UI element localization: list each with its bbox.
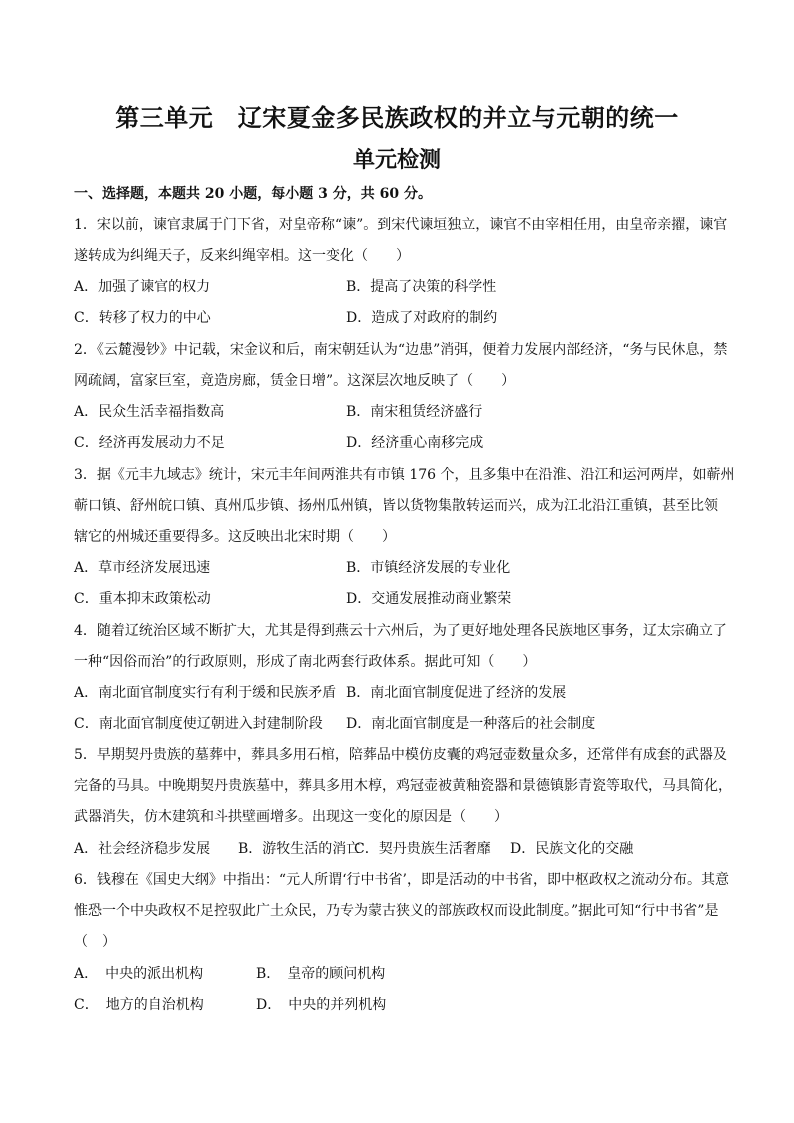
- question-stem-line: 遂转成为纠绳天子，反来纠绳宰相。这一变化（ ）: [74, 248, 410, 264]
- question-stem-line: 6．钱穆在《国史大纲》中指出：“元人所谓‘行中书省’，即是活动的中书省，即中枢政权之流动分布。其意: [74, 872, 729, 888]
- question-stem-line: 蕲口镇、舒州皖口镇、真州瓜步镇、扬州瓜州镇，皆以货物集散转运而兴，成为江北沿江重镇，甚至比领: [74, 498, 718, 514]
- question-stem-line: 网疏阔，富家巨室，竟造房廊，赁金日增”。这深层次地反映了（ ）: [74, 373, 516, 389]
- option-c: C．转移了权力的中心: [74, 310, 211, 326]
- option-b: B． 皇帝的顾问机构: [256, 966, 386, 982]
- option-a: A．加强了谏官的权力: [74, 279, 211, 295]
- option-a: A．草市经济发展迅速: [74, 560, 211, 576]
- option-d: D．经济重心南移完成: [346, 435, 484, 451]
- option-b: B．游牧生活的消亡: [238, 841, 361, 857]
- question-stem-line: 4．随着辽统治区域不断扩大，尤其是得到燕云十六州后，为了更好地处理各民族地区事务，辽太宗确立了: [74, 623, 727, 639]
- document-subtitle: 单元检测: [352, 147, 441, 173]
- option-c: C． 地方的自治机构: [74, 997, 204, 1013]
- option-a: A． 中央的派出机构: [74, 966, 204, 982]
- question-stem-line: 3．据《元丰九域志》统计，宋元丰年间两淮共有市镇 176 个，且多集中在沿淮、沿江和运河两岸，如蕲州: [74, 467, 735, 483]
- option-d: D．造成了对政府的制约: [346, 310, 498, 326]
- document-title: 第三单元 辽宋夏金多民族政权的并立与元朝的统一: [115, 103, 679, 132]
- option-a: A．社会经济稳步发展: [74, 841, 211, 857]
- question-stem-line: 辖它的州城还重要得多。这反映出北宋时期（ ）: [74, 529, 396, 545]
- question-stem-line: 完备的马具。中晚期契丹贵族墓中，葬具多用木椁，鸡冠壶被黄釉瓷器和景德镇影青瓷等取代，马具简化，: [74, 778, 732, 794]
- option-c: C．经济再发展动力不足: [74, 435, 225, 451]
- question-stem-line: 5．早期契丹贵族的墓葬中，葬具多用石棺，陪葬品中模仿皮囊的鸡冠壶数量众多，还常伴有成套的武器及: [74, 747, 727, 763]
- option-b: B．南宋租赁经济盛行: [346, 404, 483, 420]
- question-stem-line: 一种“因俗而治”的行政原则，形成了南北两套行政体系。据此可知（ ）: [74, 654, 537, 670]
- option-c: C．重本抑末政策松动: [74, 591, 211, 607]
- question-stem-line: 惟恐一个中央政权不足控驭此广土众民，乃专为蒙古狭义的部族政权而设此制度。”据此可知“行中书省”是: [74, 903, 719, 919]
- question-stem-line: 武器消失，仿木建筑和斗拱壁画增多。出现这一变化的原因是（ ）: [74, 809, 508, 825]
- option-d: D．交通发展推动商业繁荣: [346, 591, 512, 607]
- option-c: C．南北面官制度使辽朝进入封建制阶段: [74, 716, 323, 732]
- option-a: A．民众生活幸福指数高: [74, 404, 225, 420]
- option-c: C．契丹贵族生活奢靡: [354, 841, 491, 857]
- option-d: D．民族文化的交融: [510, 841, 634, 857]
- option-b: B．南北面官制度促进了经济的发展: [346, 685, 567, 701]
- option-a: A．南北面官制度实行有利于缓和民族矛盾: [74, 685, 337, 701]
- option-d: D． 中央的并列机构: [256, 997, 387, 1013]
- option-d: D．南北面官制度是一种落后的社会制度: [346, 716, 596, 732]
- section-heading: 一、选择题，本题共 20 小题，每小题 3 分，共 60 分。: [74, 186, 432, 202]
- question-stem-line: 2．《云麓漫钞》中记载，宋金议和后，南宋朝廷认为“边患”消弭，便着力发展内部经济，“务与民休息，禁: [74, 342, 728, 358]
- question-stem-line: （ ）: [74, 934, 116, 950]
- option-b: B．市镇经济发展的专业化: [346, 560, 511, 576]
- question-stem-line: 1．宋以前，谏官隶属于门下省，对皇帝称“谏”。到宋代谏垣独立，谏官不由宰相任用，由皇帝亲擢，谏官: [74, 217, 728, 233]
- option-b: B．提高了决策的科学性: [346, 279, 497, 295]
